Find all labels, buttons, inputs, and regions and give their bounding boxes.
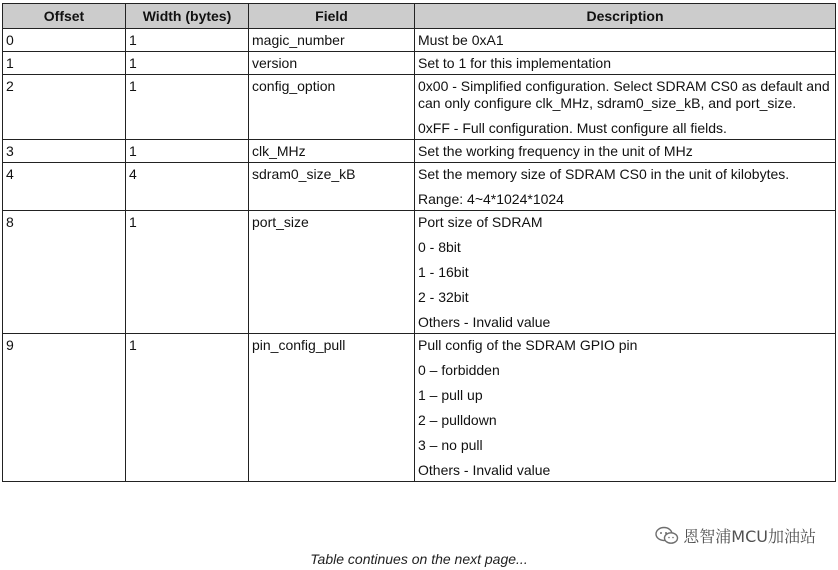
cell-description: [415, 140, 836, 163]
description-line: 0 – forbidden: [418, 362, 500, 378]
description-line: Set the memory size of SDRAM CS0 in the unit of kilobytes.: [418, 166, 790, 182]
description-line: Set to 1 for this implementation: [418, 55, 611, 71]
description-line: Others - Invalid value: [418, 314, 551, 330]
table-row: [3, 29, 836, 52]
description-line: 0xFF - Full configuration. Must configure all fields.: [418, 120, 727, 136]
cell-offset: 2: [3, 75, 126, 140]
cell-field: config_option: [249, 75, 415, 140]
description-line: Pull config of the SDRAM GPIO pin: [418, 337, 638, 353]
table-row: [3, 334, 836, 482]
cell-field: port_size: [249, 211, 415, 334]
cell-width: 1: [126, 211, 249, 334]
header-offset: Offset: [3, 4, 126, 29]
cell-width: 1: [126, 52, 249, 75]
header-description: Description: [415, 4, 836, 29]
cell-width: 1: [126, 29, 249, 52]
cell-offset: 0: [3, 29, 126, 52]
description-line: 0 - 8bit: [418, 239, 461, 255]
cell-offset: 3: [3, 140, 126, 163]
description-line: 1 - 16bit: [418, 264, 469, 280]
description-line: 3 – no pull: [418, 437, 483, 453]
cell-description: [415, 334, 836, 482]
description-line: Port size of SDRAM: [418, 214, 543, 230]
cell-offset: 8: [3, 211, 126, 334]
cell-description: [415, 211, 836, 334]
cell-description: [415, 29, 836, 52]
table-row: [3, 140, 836, 163]
description-line: 0x00 - Simplified configuration. Select SDRAM CS0 as default and can only configure clk_MHz, sdram0_size_kB, and port_size.: [418, 78, 830, 111]
cell-width: 1: [126, 140, 249, 163]
wechat-icon: [655, 526, 679, 546]
cell-field: clk_MHz: [249, 140, 415, 163]
description-line: 2 - 32bit: [418, 289, 469, 305]
cell-offset: 4: [3, 163, 126, 211]
cell-field: magic_number: [249, 29, 415, 52]
watermark: [655, 524, 816, 547]
table-row: [3, 75, 836, 140]
description-line: Set the working frequency in the unit of MHz: [418, 143, 693, 159]
cell-description: [415, 75, 836, 140]
cell-field: version: [249, 52, 415, 75]
description-line: Range: 4~4*1024*1024: [418, 191, 564, 207]
table-row: [3, 52, 836, 75]
header-width: Width (bytes): [126, 4, 249, 29]
description-line: Must be 0xA1: [418, 32, 504, 48]
cell-width: 1: [126, 334, 249, 482]
table-row: [3, 211, 836, 334]
cell-offset: 9: [3, 334, 126, 482]
description-line: Others - Invalid value: [418, 462, 551, 478]
table-header-row: [3, 4, 836, 29]
description-line: 2 – pulldown: [418, 412, 497, 428]
cell-field: pin_config_pull: [249, 334, 415, 482]
header-field: Field: [249, 4, 415, 29]
cell-width: 4: [126, 163, 249, 211]
cell-description: [415, 52, 836, 75]
cell-field: sdram0_size_kB: [249, 163, 415, 211]
table-continues-note: Table continues on the next page...: [310, 551, 528, 567]
table-row: [3, 163, 836, 211]
description-line: 1 – pull up: [418, 387, 483, 403]
cell-width: 1: [126, 75, 249, 140]
field-definition-table: [2, 3, 836, 482]
watermark-text: 恩智浦MCU加油站: [683, 527, 816, 546]
cell-offset: 1: [3, 52, 126, 75]
cell-description: [415, 163, 836, 211]
